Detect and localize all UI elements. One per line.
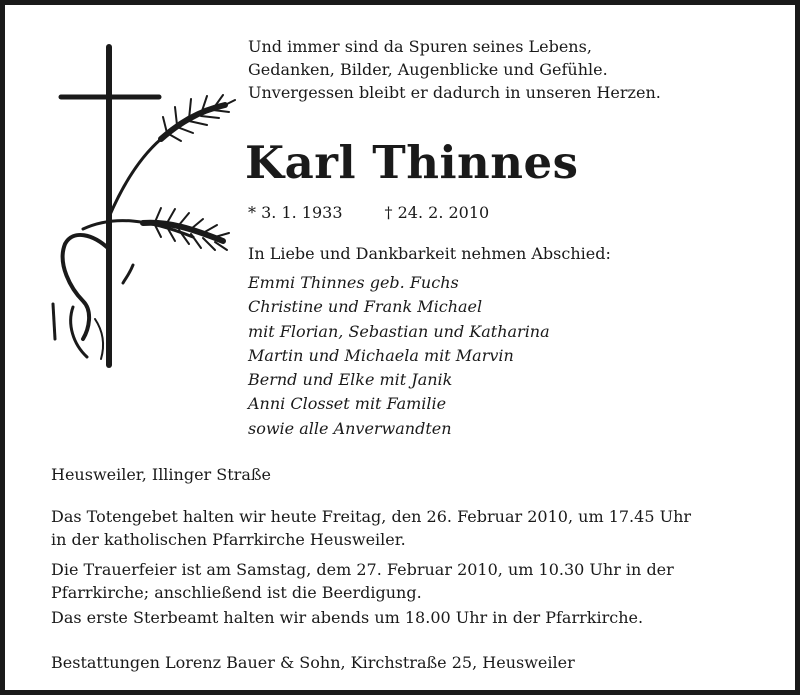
memorial-verse <box>248 35 661 104</box>
farewell-intro: In Liebe und Dankbarkeit nehmen Abschied: <box>248 244 611 263</box>
mourner-line: Emmi Thinnes geb. Fuchs <box>248 273 459 292</box>
life-dates <box>248 201 489 224</box>
mourners-list <box>248 271 550 441</box>
cross-with-wheat-icon <box>43 39 243 369</box>
funeral-service-line: Die Trauerfeier ist am Samstag, dem 27. Februar 2010, um 10.30 Uhr in der <box>51 560 674 579</box>
mourner-line: mit Florian, Sebastian und Katharina <box>248 321 550 341</box>
verse-line: Gedanken, Bilder, Augenblicke und Gefühle. <box>248 60 608 79</box>
requiem-info: Das erste Sterbeamt halten wir abends um 18.00 Uhr in der Pfarrkirche. <box>51 608 644 627</box>
funeral-service-info <box>51 558 674 604</box>
prayer-service-info <box>51 505 691 551</box>
family-address: Heusweiler, Illinger Straße <box>51 465 272 484</box>
prayer-service-line: in der katholischen Pfarrkirche Heusweiler. <box>51 530 406 549</box>
verse-line: Und immer sind da Spuren seines Lebens, <box>248 37 592 56</box>
mourner-line: sowie alle Anverwandten <box>248 418 452 438</box>
mourner-line: Anni Closset mit Familie <box>248 394 447 414</box>
birth-date: * 3. 1. 1933 <box>248 203 343 222</box>
verse-line: Unvergessen bleibt er dadurch in unseren Herzen. <box>248 83 661 102</box>
death-date: † 24. 2. 2010 <box>384 203 490 222</box>
mourner-line: Christine und Frank Michael <box>248 297 483 317</box>
deceased-name: Karl Thinnes <box>245 136 579 189</box>
funeral-service-line: Pfarrkirche; anschließend ist die Beerdigung. <box>51 583 422 602</box>
undertaker-info: Bestattungen Lorenz Bauer & Sohn, Kirchstraße 25, Heusweiler <box>51 653 575 672</box>
mourner-line: Bernd und Elke mit Janik <box>248 370 453 390</box>
prayer-service-line: Das Totengebet halten wir heute Freitag, den 26. Februar 2010, um 17.45 Uhr <box>51 507 692 526</box>
mourner-line: Martin und Michaela mit Marvin <box>248 345 514 365</box>
